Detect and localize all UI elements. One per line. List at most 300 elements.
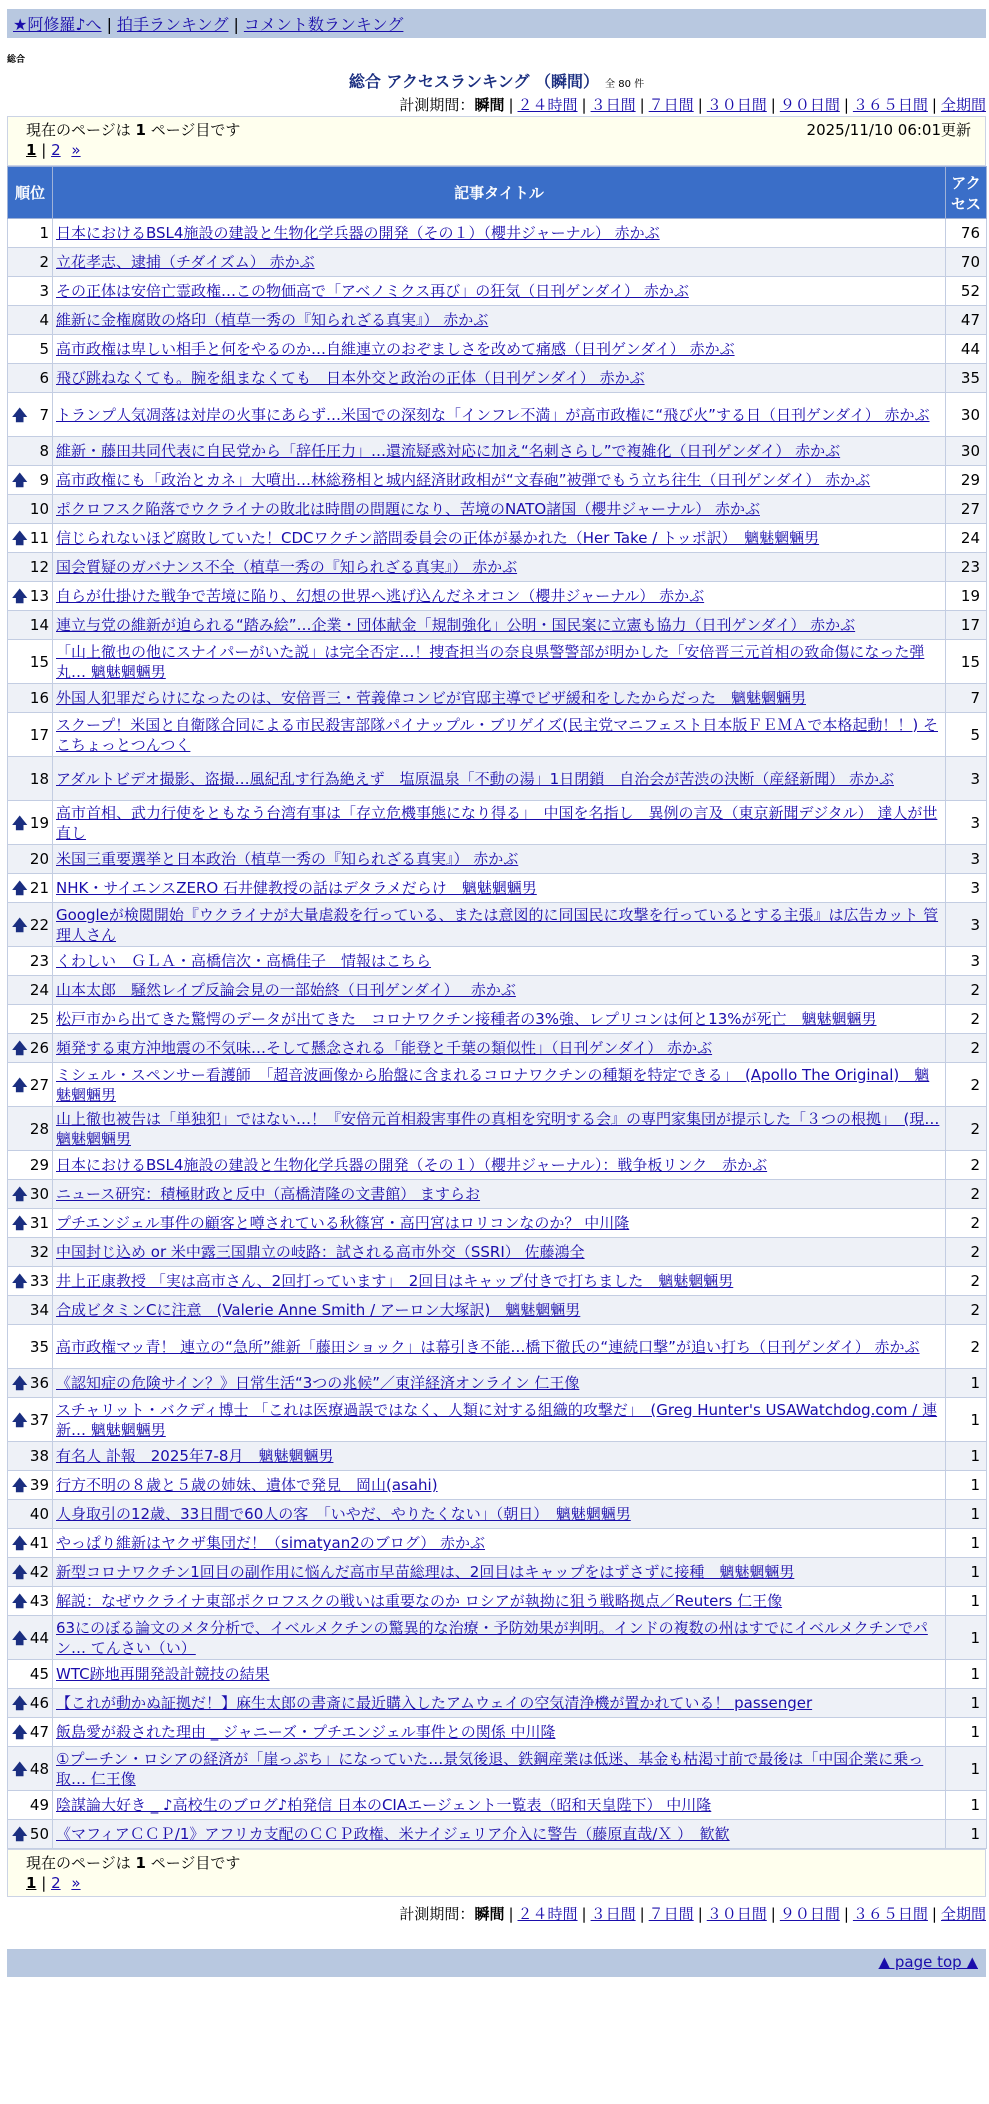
bottom-period-option-0[interactable]: ２４時間 <box>517 1905 578 1923</box>
access-count: 2 <box>946 1238 987 1267</box>
rank-cell <box>8 640 53 684</box>
table-row <box>8 903 987 947</box>
top-period-option-5[interactable]: ３６５日間 <box>852 96 928 114</box>
table-row <box>8 553 987 582</box>
period-label: 計測期間： <box>399 1905 475 1923</box>
article-title-link[interactable]: 解説：なぜウクライナ東部ポクロフスクの戦いは重要なのか ロシアが執拗に狙う戦略拠点／Reuters 仁王像 <box>56 1592 783 1610</box>
article-title-link[interactable]: 高市首相、武力行使をともなう台湾有事は「存立危機事態になり得る」 中国を名指し 異例の言及（東京新聞デジタル） 達人が世直し <box>56 803 938 842</box>
title-cell <box>53 1616 946 1660</box>
title-cell <box>53 1005 946 1034</box>
title-cell <box>53 1747 946 1791</box>
rank-number: 30 <box>29 1185 49 1203</box>
bottom-period-option-3[interactable]: ３０日間 <box>706 1905 767 1923</box>
rank-up-arrow-icon: 🡅 <box>12 1476 28 1494</box>
rank-number: 31 <box>29 1214 49 1232</box>
title-cell <box>53 1296 946 1325</box>
rank-up-arrow-icon: 🡅 <box>12 1694 28 1712</box>
article-title-link[interactable]: 行方不明の８歳と５歳の姉妹、遺体で発見 岡山(asahi) <box>56 1476 438 1494</box>
rank-cell <box>8 553 53 582</box>
table-row <box>8 713 987 757</box>
rank-up-arrow-icon: 🡅 <box>12 1534 28 1552</box>
table-row <box>8 1369 987 1398</box>
pager-separator: | <box>41 1874 47 1892</box>
rank-cell <box>8 1005 53 1034</box>
table-row <box>8 1529 987 1558</box>
table-row <box>8 277 987 306</box>
rank-number: 35 <box>29 1337 49 1356</box>
title-cell <box>53 437 946 466</box>
rank-cell <box>8 874 53 903</box>
article-title-link[interactable]: 井上正康教授 「実は高市さん、2回打っています」 2回目はキャップ付きで打ちました 魑魅魍魎男 <box>56 1272 734 1290</box>
rank-cell <box>8 1820 53 1849</box>
table-row <box>8 1180 987 1209</box>
rank-number: 50 <box>29 1825 49 1843</box>
bottom-period-option-1[interactable]: ３日間 <box>590 1905 636 1923</box>
current-page-text <box>26 119 240 141</box>
bottom-period-option-5[interactable]: ３６５日間 <box>852 1905 928 1923</box>
article-title-link[interactable]: ポクロフスク陥落でウクライナの敗北は時間の問題になり、苦境のNATO諸国（櫻井ジャーナル） 赤かぶ <box>56 500 760 518</box>
article-title-link[interactable]: 高市政権マッ青！ 連立の“急所”維新「藤田ショック」は幕引き不能…橋下徹氏の“連続口撃”が追い打ち（日刊ゲンダイ） 赤かぶ <box>56 1337 920 1356</box>
table-row <box>8 466 987 495</box>
article-title-link[interactable]: やっぱり維新はヤクザ集団だ！（simatyan2のブログ） 赤かぶ <box>56 1534 486 1552</box>
article-title-link[interactable]: くわしい ＧＬＡ・高橋信次・高橋佳子 情報はこちら <box>56 952 432 970</box>
page-top-link[interactable]: ▲ page top ▲ <box>878 1953 978 1971</box>
updated-timestamp: 2025/11/10 06:01更新 <box>806 121 971 139</box>
title-cell <box>53 1558 946 1587</box>
home-link[interactable]: ★阿修羅♪へ <box>13 15 102 34</box>
period-separator: | <box>843 96 849 114</box>
rank-cell <box>8 248 53 277</box>
nav-separator: | <box>233 15 239 34</box>
table-row <box>8 1325 987 1369</box>
rank-number: 43 <box>29 1592 49 1610</box>
period-separator: | <box>931 96 937 114</box>
rank-number: 20 <box>29 850 49 868</box>
rank-number: 18 <box>29 769 49 788</box>
access-count: 1 <box>946 1616 987 1660</box>
rank-up-arrow-icon: 🡅 <box>12 1374 28 1392</box>
article-title-link[interactable]: 陰謀論大好き _ ♪高校生のブログ♪柏発信 日本のCIAエージェント一覧表（昭和天皇陛下） 中川隆 <box>56 1796 712 1814</box>
page-2-link[interactable]: 2 <box>51 1874 61 1892</box>
access-count: 2 <box>946 1107 987 1151</box>
article-title-link[interactable]: 《認知症の危険サイン？》日常生活“3つの兆候”／東洋経済オンライン 仁王像 <box>56 1374 580 1392</box>
period-separator: | <box>508 1905 514 1923</box>
title-cell <box>53 364 946 393</box>
access-count: 2 <box>946 1151 987 1180</box>
period-selector-bottom <box>7 1903 986 1925</box>
article-title-link[interactable]: 連立与党の維新が迫られる“踏み絵”…企業・団体献金「規制強化」公明・国民案に立憲も協力（日刊ゲンダイ） 赤かぶ <box>56 616 856 634</box>
table-row <box>8 335 987 364</box>
article-title-link[interactable]: 合成ビタミンCに注意 (Valerie Anne Smith / アーロン大塚訳) 魑魅魍魎男 <box>56 1301 581 1319</box>
rank-number: 15 <box>29 652 49 671</box>
title-cell <box>53 757 946 801</box>
article-title-link[interactable]: 山上徹也被告は「単独犯」ではない…！『安倍元首相殺害事件の真相を究明する会』の専門家集団が提示した「３つの根拠」 (現… 魑魅魍魎男 <box>56 1109 940 1148</box>
rank-cell <box>8 1267 53 1296</box>
rank-cell <box>8 1325 53 1369</box>
rank-cell <box>8 845 53 874</box>
rank-cell <box>8 713 53 757</box>
article-title-link[interactable]: 中国封じ込め or 米中露三国鼎立の岐路：試される高市外交（SSRI） 佐藤鴻全 <box>56 1243 585 1261</box>
title-cell <box>53 553 946 582</box>
rank-number: 2 <box>39 253 49 271</box>
table-row <box>8 845 987 874</box>
table-row <box>8 1558 987 1587</box>
rank-cell <box>8 757 53 801</box>
article-title-link[interactable]: ①プーチン・ロシアの経済が「崖っぷち」になっていた…景気後退、鉄鋼産業は低迷、基金も枯渇寸前で最後は「中国企業に乗っ取… 仁王像 <box>56 1749 924 1788</box>
period-separator: | <box>639 96 645 114</box>
rank-number: 11 <box>29 529 49 547</box>
table-row <box>8 976 987 1005</box>
access-count: 70 <box>946 248 987 277</box>
access-count: 1 <box>946 1689 987 1718</box>
rank-cell <box>8 1689 53 1718</box>
title-cell <box>53 582 946 611</box>
title-cell <box>53 713 946 757</box>
article-title-link[interactable]: 63にのぼる論文のメタ分析で、イベルメクチンの驚異的な治療・予防効果が判明。インドの複数の州はすでにイベルメクチンでパン… てんさい（い） <box>56 1618 928 1657</box>
rank-number: 32 <box>29 1243 49 1261</box>
access-count: 1 <box>946 1369 987 1398</box>
article-title-link[interactable]: 「山上徹也の他にスナイパーがいた説」は完全否定…！捜査担当の奈良県警警部が明かした「安倍晋三元首相の致命傷になった弾丸… 魑魅魍魎男 <box>56 642 925 681</box>
article-title-link[interactable]: 【これが動かぬ証拠だ！】麻生太郎の書斎に最近購入したアムウェイの空気清浄機が置かれている！ passenger <box>56 1694 813 1712</box>
article-title-link[interactable]: トランプ人気凋落は対岸の火事にあらず…米国での深刻な「インフレ不満」が高市政権に“飛び火”する日（日刊ゲンダイ） 赤かぶ <box>56 405 930 424</box>
access-count: 3 <box>946 874 987 903</box>
article-title-link[interactable]: アダルトビデオ撮影、盗撮…風紀乱す行為絶えず 塩原温泉「不動の湯」1日閉鎖 自治会が苦渋の決断（産経新聞） 赤かぶ <box>56 769 894 788</box>
article-title-link[interactable]: 飯島愛が殺された理由 _ ジャニーズ・プチエンジェル事件との関係 中川隆 <box>56 1723 556 1741</box>
page-2-link[interactable]: 2 <box>51 141 61 159</box>
title-header: 記事タイトル <box>53 167 946 219</box>
article-title-link[interactable]: 米国三重要選挙と日本政治（植草一秀の『知られざる真実』） 赤かぶ <box>56 850 519 868</box>
rank-cell <box>8 1747 53 1791</box>
period-separator: | <box>931 1905 937 1923</box>
total-count: 全 80 件 <box>605 79 645 90</box>
article-title-link[interactable]: 頻発する東方沖地震の不気味…そして懸念される「能登と千葉の類似性」（日刊ゲンダイ） 赤かぶ <box>56 1039 713 1057</box>
page-title: 総合 アクセスランキング （瞬間） <box>348 72 600 91</box>
rank-up-arrow-icon: 🡅 <box>12 1075 28 1094</box>
article-title-link[interactable]: スクープ！米国と自衛隊合同による市民殺害部隊パイナップル・ブリゲイズ(民主党マニフェスト日本版ＦＥＭＡで本格起動！！) そこちょっとつんつく <box>56 715 938 754</box>
title-cell <box>53 466 946 495</box>
title-cell <box>53 1369 946 1398</box>
period-separator: | <box>508 96 514 114</box>
table-row <box>8 1718 987 1747</box>
access-count: 1 <box>946 1660 987 1689</box>
access-count: 19 <box>946 582 987 611</box>
table-row <box>8 306 987 335</box>
rank-number: 33 <box>29 1272 49 1290</box>
rank-cell <box>8 1398 53 1442</box>
article-title-link[interactable]: 国会質疑のガバナンス不全（植草一秀の『知られざる真実』） 赤かぶ <box>56 558 518 576</box>
top-period-option-3[interactable]: ３０日間 <box>706 96 767 114</box>
footer-bar <box>7 1949 986 1977</box>
period-separator: | <box>581 96 587 114</box>
article-title-link[interactable]: 維新・藤田共同代表に自民党から「辞任圧力」…還流疑惑対応に加え“名刺さらし”で複雑化（日刊ゲンダイ） 赤かぶ <box>56 442 841 460</box>
rank-number: 10 <box>29 500 49 518</box>
access-count: 15 <box>946 640 987 684</box>
access-count: 76 <box>946 219 987 248</box>
table-row <box>8 1689 987 1718</box>
title-cell <box>53 306 946 335</box>
rank-number: 24 <box>29 981 49 999</box>
rank-cell <box>8 1296 53 1325</box>
title-cell <box>53 1500 946 1529</box>
rank-up-arrow-icon: 🡅 <box>12 1759 28 1778</box>
access-count: 3 <box>946 801 987 845</box>
access-count: 2 <box>946 1034 987 1063</box>
access-count: 27 <box>946 495 987 524</box>
rank-number: 23 <box>29 952 49 970</box>
rank-header: 順位 <box>8 167 53 219</box>
pager-bottom <box>7 1849 986 1897</box>
rank-cell <box>8 1151 53 1180</box>
article-title-link[interactable]: 有名人 訃報 2025年7-8月 魑魅魍魎男 <box>56 1447 334 1465</box>
rank-number: 44 <box>29 1628 49 1647</box>
access-count: 2 <box>946 1063 987 1107</box>
rank-number: 25 <box>29 1010 49 1028</box>
rank-number: 9 <box>39 471 49 489</box>
article-title-link[interactable]: 飛び跳ねなくても。腕を組まなくても 日本外交と政治の正体（日刊ゲンダイ） 赤かぶ <box>56 369 645 387</box>
article-title-link[interactable]: スチャリット・バクディ博士 「これは医療過誤ではなく、人類に対する組織的攻撃だ」 (Greg Hunter's USAWatchdog.com / 連新… 魑魅魍魎男 <box>56 1400 938 1439</box>
access-count: 2 <box>946 1267 987 1296</box>
rank-cell <box>8 1587 53 1616</box>
rank-cell <box>8 437 53 466</box>
period-current: 瞬間 <box>474 96 505 114</box>
article-title-link[interactable]: 日本におけるBSL4施設の建設と生物化学兵器の開発（その１）（櫻井ジャーナル） 赤かぶ <box>56 224 660 242</box>
table-row <box>8 684 987 713</box>
title-cell <box>53 1718 946 1747</box>
article-title-link[interactable]: 外国人犯罪だらけになったのは、安倍晋三・菅義偉コンビが官邸主導でビザ緩和をしたからだった 魑魅魍魎男 <box>56 689 807 707</box>
title-cell <box>53 1238 946 1267</box>
access-count: 1 <box>946 1442 987 1471</box>
rank-up-arrow-icon: 🡅 <box>12 1214 28 1232</box>
title-cell <box>53 845 946 874</box>
pager-current: 1 <box>135 1854 146 1872</box>
access-count: 24 <box>946 524 987 553</box>
access-count: 1 <box>946 1500 987 1529</box>
title-cell <box>53 1529 946 1558</box>
rank-cell <box>8 1558 53 1587</box>
table-row <box>8 611 987 640</box>
rank-number: 38 <box>29 1447 49 1465</box>
access-count: 1 <box>946 1398 987 1442</box>
top-period-option-4[interactable]: ９０日間 <box>779 96 840 114</box>
rank-up-arrow-icon: 🡅 <box>12 1410 28 1429</box>
rank-cell <box>8 495 53 524</box>
nav-separator: | <box>106 15 112 34</box>
rank-number: 39 <box>29 1476 49 1494</box>
title-cell <box>53 1689 946 1718</box>
rank-number: 29 <box>29 1156 49 1174</box>
title-cell <box>53 947 946 976</box>
applause-ranking-link[interactable]: 拍手ランキング <box>116 15 229 34</box>
article-title-link[interactable]: ミシェル・スペンサー看護師 「超音波画像から胎盤に含まれるコロナワクチンの種類を特定できる」 (Apollo The Original) 魑魅魍魎男 <box>56 1065 930 1104</box>
rank-number: 37 <box>29 1410 49 1429</box>
table-row <box>8 1500 987 1529</box>
article-title-link[interactable]: 自らが仕掛けた戦争で苦境に陥り、幻想の世界へ逃げ込んだネオコン（櫻井ジャーナル） 赤かぶ <box>56 587 705 605</box>
table-row <box>8 1107 987 1151</box>
article-title-link[interactable]: 《マフィアＣＣＰ/1》アフリカ支配のＣＣＰ政権、米ナイジェリア介入に警告（藤原直哉/Ｘ ） 歓歓 <box>56 1825 730 1843</box>
rank-cell <box>8 364 53 393</box>
ranking-body <box>8 219 987 1849</box>
title-cell <box>53 1471 946 1500</box>
access-count: 2 <box>946 1296 987 1325</box>
bottom-period-option-6[interactable]: 全期間 <box>940 1905 986 1923</box>
table-row <box>8 1791 987 1820</box>
next-page-link[interactable]: » <box>71 1874 81 1892</box>
bottom-period-option-4[interactable]: ９０日間 <box>779 1905 840 1923</box>
rank-number: 42 <box>29 1563 49 1581</box>
article-title-link[interactable]: その正体は安倍亡霊政権…この物価高で「アベノミクス再び」の狂気（日刊ゲンダイ） 赤かぶ <box>56 282 689 300</box>
table-row <box>8 1063 987 1107</box>
article-title-link[interactable]: 信じられないほど腐敗していた！CDCワクチン諮問委員会の正体が暴かれた（Her Take / トッポ訳） 魑魅魍魎男 <box>56 529 820 547</box>
access-count: 1 <box>946 1747 987 1791</box>
article-title-link[interactable]: ニュース研究：積極財政と反中（高橋清隆の文書館） ますらお <box>56 1185 481 1203</box>
title-cell <box>53 1325 946 1369</box>
table-row <box>8 640 987 684</box>
rank-up-arrow-icon: 🡅 <box>12 879 28 897</box>
page-title-row <box>7 69 986 89</box>
rank-cell <box>8 1718 53 1747</box>
top-period-option-0[interactable]: ２４時間 <box>517 96 578 114</box>
pager-separator: | <box>41 141 47 159</box>
pager-suffix: ページ目です <box>150 1854 241 1872</box>
table-row <box>8 582 987 611</box>
article-title-link[interactable]: 立花孝志、逮捕（チダイズム） 赤かぶ <box>56 253 315 271</box>
period-label: 計測期間： <box>399 96 475 114</box>
rank-up-arrow-icon: 🡅 <box>12 1592 28 1610</box>
rank-number: 26 <box>29 1039 49 1057</box>
article-title-link[interactable]: 人身取引の12歳、33日間で60人の客 「いやだ、やりたくない」（朝日） 魑魅魍魎男 <box>56 1505 631 1523</box>
rank-number: 7 <box>39 405 49 424</box>
next-page-link[interactable]: » <box>71 141 81 159</box>
access-count: 23 <box>946 553 987 582</box>
article-title-link[interactable]: 新型コロナワクチン1回目の副作用に悩んだ高市早苗総理は、2回目はキャップをはずさずに接種 魑魅魍魎男 <box>56 1563 795 1581</box>
article-title-link[interactable]: 維新に金権腐敗の烙印（植草一秀の『知られざる真実』） 赤かぶ <box>56 311 489 329</box>
access-count: 44 <box>946 335 987 364</box>
title-cell <box>53 248 946 277</box>
article-title-link[interactable]: プチエンジェル事件の顧客と噂されている秋篠宮・高円宮はロリコンなのか？ 中川隆 <box>56 1214 630 1232</box>
period-separator: | <box>697 96 703 114</box>
access-count: 30 <box>946 437 987 466</box>
access-count: 30 <box>946 393 987 437</box>
rank-up-arrow-icon: 🡅 <box>12 1628 28 1647</box>
access-count: 2 <box>946 1209 987 1238</box>
rank-cell <box>8 1442 53 1471</box>
access-count: 3 <box>946 757 987 801</box>
title-cell <box>53 1151 946 1180</box>
title-cell <box>53 335 946 364</box>
access-count: 1 <box>946 1558 987 1587</box>
top-period-option-2[interactable]: ７日間 <box>648 96 694 114</box>
table-row <box>8 393 987 437</box>
title-cell <box>53 1820 946 1849</box>
access-count: 35 <box>946 364 987 393</box>
rank-cell <box>8 219 53 248</box>
table-row <box>8 1209 987 1238</box>
rank-cell <box>8 684 53 713</box>
rank-cell <box>8 306 53 335</box>
pager-suffix: ページ目です <box>150 121 241 139</box>
table-row <box>8 1587 987 1616</box>
article-title-link[interactable]: NHK・サイエンスZERO 石井健教授の話はデタラメだらけ 魑魅魍魎男 <box>56 879 537 897</box>
table-header-row <box>8 167 987 219</box>
rank-cell <box>8 1369 53 1398</box>
rank-cell <box>8 1529 53 1558</box>
table-row <box>8 801 987 845</box>
title-cell <box>53 1791 946 1820</box>
comment-ranking-link[interactable]: コメント数ランキング <box>243 15 404 34</box>
rank-cell <box>8 947 53 976</box>
rank-number: 49 <box>29 1796 49 1814</box>
table-row <box>8 1442 987 1471</box>
rank-cell <box>8 1616 53 1660</box>
rank-number: 16 <box>29 689 49 707</box>
pager-top <box>7 116 986 166</box>
rank-up-arrow-icon: 🡅 <box>12 1039 28 1057</box>
article-title-link[interactable]: 日本におけるBSL4施設の建設と生物化学兵器の開発（その１）（櫻井ジャーナル）：戦争板リンク 赤かぶ <box>56 1156 768 1174</box>
title-cell <box>53 277 946 306</box>
title-cell <box>53 976 946 1005</box>
period-separator: | <box>581 1905 587 1923</box>
title-cell <box>53 1442 946 1471</box>
top-period-option-1[interactable]: ３日間 <box>590 96 636 114</box>
period-current: 瞬間 <box>474 1905 505 1923</box>
rank-cell <box>8 1034 53 1063</box>
rank-cell <box>8 1180 53 1209</box>
rank-cell <box>8 524 53 553</box>
article-title-link[interactable]: 高市政権は卑しい相手と何をやるのか…自維連立のおぞましさを改めて痛感（日刊ゲンダイ） 赤かぶ <box>56 340 735 358</box>
bottom-period-option-2[interactable]: ７日間 <box>648 1905 694 1923</box>
title-cell <box>53 1660 946 1689</box>
rank-cell <box>8 277 53 306</box>
access-count: 2 <box>946 1005 987 1034</box>
rank-number: 3 <box>39 282 49 300</box>
access-count: 17 <box>946 611 987 640</box>
rank-number: 41 <box>29 1534 49 1552</box>
rank-cell <box>8 1471 53 1500</box>
article-title-link[interactable]: 高市政権にも「政治とカネ」大噴出…林総務相と城内経済財政相が“文春砲”被弾でもう立ち往生（日刊ゲンダイ） 赤かぶ <box>56 471 871 489</box>
table-row <box>8 1660 987 1689</box>
title-cell <box>53 1209 946 1238</box>
pager-current: 1 <box>135 121 146 139</box>
rank-up-arrow-icon: 🡅 <box>12 1723 28 1741</box>
article-title-link[interactable]: WTC跡地再開発設計競技の結果 <box>56 1665 270 1683</box>
title-cell <box>53 684 946 713</box>
period-separator: | <box>770 1905 776 1923</box>
article-title-link[interactable]: 山本太郎 騒然レイプ反論会見の一部始終（日刊ゲンダイ） 赤かぶ <box>56 981 516 999</box>
table-row <box>8 1034 987 1063</box>
rank-number: 21 <box>29 879 49 897</box>
access-count: 29 <box>946 466 987 495</box>
top-period-option-6[interactable]: 全期間 <box>940 96 986 114</box>
access-count: 3 <box>946 845 987 874</box>
pager-prefix: 現在のページは <box>26 1854 131 1872</box>
rank-number: 19 <box>29 813 49 832</box>
rank-cell <box>8 335 53 364</box>
rank-up-arrow-icon: 🡅 <box>12 405 28 424</box>
rank-number: 34 <box>29 1301 49 1319</box>
table-row <box>8 757 987 801</box>
title-cell <box>53 524 946 553</box>
table-row <box>8 1151 987 1180</box>
access-count: 1 <box>946 1529 987 1558</box>
article-title-link[interactable]: Googleが検閲開始『ウクライナが大量虐殺を行っている、または意図的に同国民に攻撃を行っているとする主張』は広告カット 管理人さん <box>56 905 939 944</box>
article-title-link[interactable]: 松戸市から出てきた驚愕のデータが出てきた コロナワクチン接種者の3%強、レプリコンは何と13%が死亡 魑魅魍魎男 <box>56 1010 877 1028</box>
pager-prefix: 現在のページは <box>26 121 131 139</box>
table-row <box>8 1747 987 1791</box>
rank-number: 17 <box>29 725 49 744</box>
rank-number: 40 <box>29 1505 49 1523</box>
access-count: 1 <box>946 1587 987 1616</box>
title-cell <box>53 1267 946 1296</box>
